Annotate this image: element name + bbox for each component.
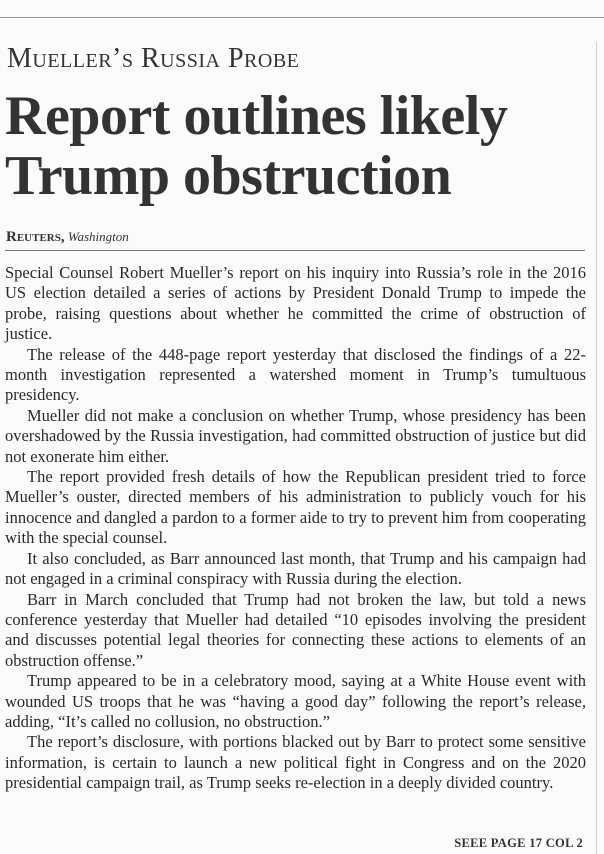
article-body: [5, 263, 586, 794]
byline-agency: Reuters,: [6, 229, 65, 245]
article-paragraph: Special Counsel Robert Mueller’s report on his inquiry into Russia’s role in the 2016 US election detailed a series of actions by President Donald Trump to impede the probe, raising questions about whether he committed the crime of obstruction of justice.: [5, 263, 586, 344]
continuation-jump-line: SEEE PAGE 17 COL 2: [454, 836, 583, 850]
column-rule: [596, 42, 597, 854]
article-paragraph: The report provided fresh details of how the Republican president tried to force Mueller’s ouster, directed members of his administration to publicly vouch for his innocence and dangled a pardon to a former aide to try to prevent him from cooperating with the special counsel.: [5, 467, 586, 548]
byline: [6, 229, 129, 245]
headline: Report outlines likely Trump obstruction: [5, 85, 508, 207]
article-paragraph: Mueller did not make a conclusion on whether Trump, whose presidency has been overshadowed by the Russia investigation, had committed obstruction of justice but did not exonerate him either.: [5, 405, 586, 466]
article-paragraph: It also concluded, as Barr announced last month, that Trump and his campaign had not engaged in a criminal conspiracy with Russia during the election.: [5, 548, 586, 589]
article-paragraph: Barr in March concluded that Trump had not broken the law, but told a news conference yesterday that Mueller had detailed “10 episodes involving the president and discusses potential legal theories for connecting these actions to elements of an obstruction offense.”: [5, 589, 586, 670]
byline-location: Washington: [67, 229, 129, 244]
article-paragraph: Trump appeared to be in a celebratory mood, saying at a White House event with wounded US troops that he was “having a good day” following the report’s release, adding, “It’s called no collusion, no obstruction.”: [5, 671, 586, 731]
byline-rule: [5, 250, 585, 251]
article-paragraph: The release of the 448-page report yesterday that disclosed the findings of a 22-month investigation represented a watershed moment in Trump’s tumultuous presidency.: [5, 344, 586, 405]
top-rule: [0, 17, 604, 18]
section-kicker: Mueller’s Russia Probe: [7, 43, 300, 74]
article-paragraph: The report’s disclosure, with portions blacked out by Barr to protect some sensitive information, is certain to launch a new political fight in Congress and on the 2020 presidential campaign trail, as Trump seeks re-election in a deeply divided country.: [5, 732, 586, 793]
